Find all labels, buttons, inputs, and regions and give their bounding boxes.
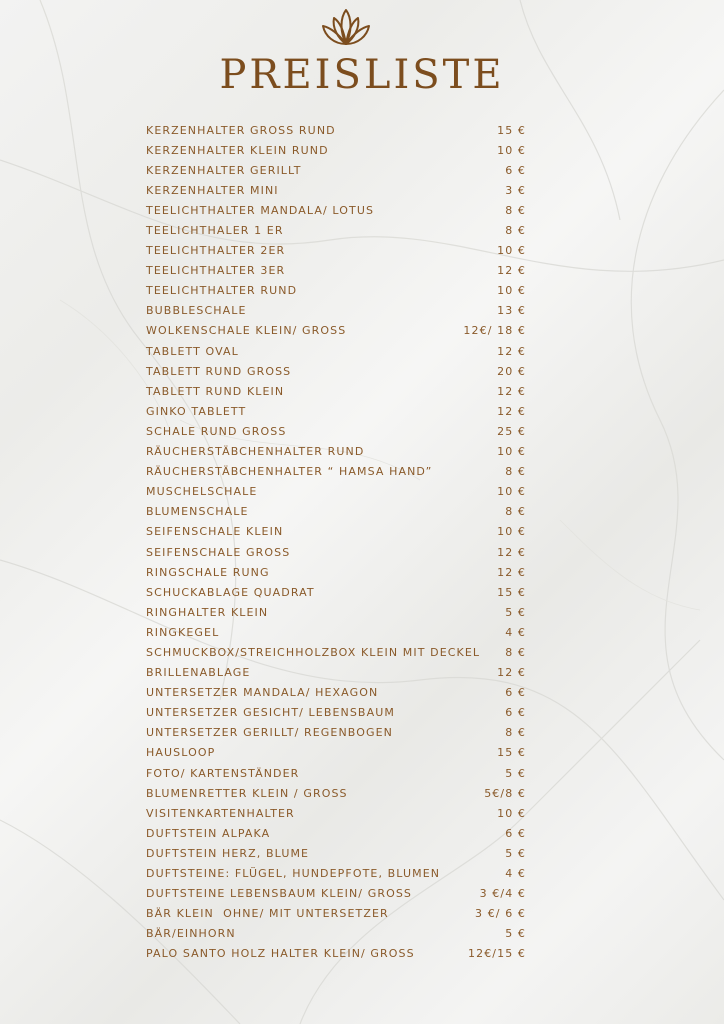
item-price: 8 € [505,203,526,217]
item-price: 12 € [497,545,526,559]
item-name: TEELICHTHALER 1 ER [146,224,284,238]
item-name: MUSCHELSCHALE [146,485,258,499]
item-price: 10 € [497,485,526,499]
item-price: 8 € [505,465,526,479]
item-name: TEELICHTHALTER RUND [146,284,298,298]
price-row [146,401,526,421]
item-name: KERZENHALTER KLEIN RUND [146,143,329,157]
item-name: SCHUCKABLAGE QUADRAT [146,585,315,599]
item-price: 15 € [497,123,526,137]
item-price: 5 € [505,605,526,619]
item-name: SEIFENSCHALE GROSS [146,545,291,559]
item-name: TABLETT RUND GROSS [146,364,292,378]
item-name: RINGHALTER KLEIN [146,605,269,619]
item-price: 8 € [505,224,526,238]
item-name: RINGKEGEL [146,625,220,639]
item-name: BRILLENABLAGE [146,666,251,680]
price-row [146,542,526,562]
item-price: 12 € [497,384,526,398]
price-row [146,703,526,723]
price-row [146,462,526,482]
item-name: KERZENHALTER MINI [146,183,279,197]
price-row [146,642,526,662]
item-name: TABLETT RUND KLEIN [146,384,285,398]
item-price: 10 € [497,244,526,258]
item-name: BÄR KLEIN OHNE/ MIT UNTERSETZER [146,907,389,921]
item-name: TABLETT OVAL [146,344,239,358]
item-price: 10 € [497,806,526,820]
price-row [146,924,526,944]
price-row [146,582,526,602]
price-row [146,381,526,401]
item-name: SCHMUCKBOX/STREICHHOLZBOX KLEIN MIT DECKEL [146,645,481,659]
item-name: SEIFENSCHALE KLEIN [146,525,284,539]
item-name: KERZENHALTER GROSS RUND [146,123,336,137]
price-row [146,622,526,642]
price-row [146,884,526,904]
price-row [146,442,526,462]
item-price: 12 € [497,565,526,579]
item-name: UNTERSETZER GESICHT/ LEBENSBAUM [146,706,395,720]
item-name: TEELICHTHALTER 2ER [146,244,286,258]
price-row [146,723,526,743]
item-name: BLUMENRETTER KLEIN / GROSS [146,786,348,800]
price-list [146,120,526,964]
price-row [146,200,526,220]
item-price: 5€/8 € [484,786,526,800]
item-price: 12 € [497,666,526,680]
price-row [146,602,526,622]
price-row [146,321,526,341]
item-name: PALO SANTO HOLZ HALTER KLEIN/ GROSS [146,947,415,961]
item-price: 5 € [505,927,526,941]
item-price: 6 € [505,686,526,700]
item-price: 10 € [497,284,526,298]
price-row [146,763,526,783]
item-price: 15 € [497,746,526,760]
item-price: 12€/15 € [468,947,526,961]
item-price: 3 €/ 6 € [475,907,526,921]
price-row [146,743,526,763]
item-name: UNTERSETZER MANDALA/ HEXAGON [146,686,379,700]
item-price: 6 € [505,163,526,177]
price-row [146,220,526,240]
item-name: KERZENHALTER GERILLT [146,163,302,177]
item-price: 4 € [505,625,526,639]
item-price: 8 € [505,726,526,740]
item-price: 4 € [505,867,526,881]
item-name: RINGSCHALE RUNG [146,565,270,579]
price-row [146,944,526,964]
price-row [146,522,526,542]
item-price: 8 € [505,505,526,519]
price-row [146,140,526,160]
price-row [146,803,526,823]
price-row [146,843,526,863]
item-name: BLUMENSCHALE [146,505,249,519]
item-name: UNTERSETZER GERILLT/ REGENBOGEN [146,726,394,740]
item-name: TEELICHTHALTER 3ER [146,264,286,278]
price-row [146,562,526,582]
item-price: 12 € [497,404,526,418]
item-name: DUFTSTEINE LEBENSBAUM KLEIN/ GROSS [146,887,412,901]
item-name: BÄR/EINHORN [146,927,236,941]
item-name: FOTO/ KARTENSTÄNDER [146,766,300,780]
item-price: 5 € [505,766,526,780]
item-price: 15 € [497,585,526,599]
item-name: DUFTSTEINE: FLÜGEL, HUNDEPFOTE, BLUMEN [146,867,441,881]
item-name: WOLKENSCHALE KLEIN/ GROSS [146,324,347,338]
item-price: 20 € [497,364,526,378]
price-row [146,904,526,924]
page-title: PREISLISTE [219,52,505,98]
item-name: BUBBLESCHALE [146,304,247,318]
item-price: 12€/ 18 € [463,324,526,338]
item-name: TEELICHTHALTER MANDALA/ LOTUS [146,203,375,217]
price-row [146,241,526,261]
price-row [146,421,526,441]
price-row [146,281,526,301]
price-row [146,160,526,180]
price-row [146,301,526,321]
item-price: 10 € [497,525,526,539]
item-name: DUFTSTEIN ALPAKA [146,826,271,840]
price-row [146,823,526,843]
price-row [146,482,526,502]
price-row [146,261,526,281]
item-price: 8 € [505,645,526,659]
item-price: 6 € [505,826,526,840]
price-row [146,502,526,522]
price-row [146,341,526,361]
item-price: 12 € [497,344,526,358]
price-row [146,663,526,683]
price-row [146,863,526,883]
price-row [146,783,526,803]
item-price: 3 €/4 € [479,887,526,901]
price-row [146,120,526,140]
item-name: VISITENKARTENHALTER [146,806,295,820]
price-row [146,361,526,381]
item-price: 6 € [505,706,526,720]
item-name: DUFTSTEIN HERZ, BLUME [146,846,310,860]
item-price: 25 € [497,424,526,438]
item-price: 5 € [505,846,526,860]
item-name: HAUSLOOP [146,746,216,760]
lotus-icon [320,6,372,50]
item-price: 10 € [497,143,526,157]
item-price: 12 € [497,264,526,278]
item-name: RÄUCHERSTÄBCHENHALTER RUND [146,445,365,459]
item-name: GINKO TABLETT [146,404,247,418]
price-row [146,683,526,703]
item-price: 10 € [497,445,526,459]
item-price: 3 € [505,183,526,197]
item-price: 13 € [497,304,526,318]
item-name: SCHALE RUND GROSS [146,424,287,438]
item-name: RÄUCHERSTÄBCHENHALTER “ HAMSA HAND” [146,465,433,479]
price-row [146,180,526,200]
